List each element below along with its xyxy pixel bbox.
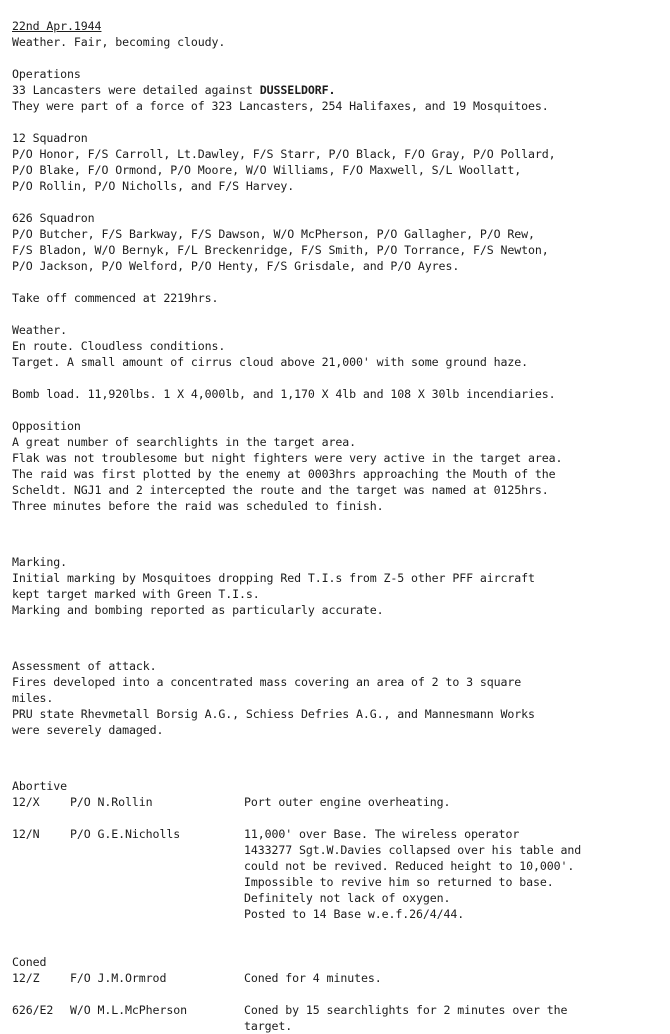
squadron-12-heading: 12 Squadron — [12, 131, 88, 145]
assessment-line: miles. — [12, 691, 54, 705]
marking-line: Marking and bombing reported as particularly accurate. — [12, 603, 384, 617]
pilot-name: F/O J.M.Ormrod — [70, 971, 167, 985]
entry-remarks — [244, 1002, 654, 1034]
bomb-load: Bomb load. 11,920lbs. 1 X 4,000lb, and 1,170 X 4lb and 108 X 30lb incendiaries. — [12, 387, 556, 401]
remark-line: Definitely not lack of oxygen. — [244, 891, 451, 905]
remark-line: Impossible to revive him so returned to base. — [244, 875, 554, 889]
opposition-line: The raid was first plotted by the enemy at 0003hrs approaching the Mouth of the — [12, 467, 556, 481]
remark-line: Posted to 14 Base w.e.f.26/4/44. — [244, 907, 465, 921]
remark-line: Coned for 4 minutes. — [244, 971, 382, 985]
entry-remarks — [244, 826, 654, 922]
opposition-line: Scheldt. NGJ1 and 2 intercepted the route and the target was named at 0125hrs. — [12, 483, 549, 497]
abortive-heading: Abortive — [12, 779, 68, 793]
document-date: 22nd Apr.1944 — [12, 19, 102, 33]
operations-target: DUSSELDORF. — [259, 83, 336, 97]
squadron-12-crew: P/O Rollin, P/O Nicholls, and F/S Harvey. — [12, 179, 295, 193]
aircraft-id: 12/N — [12, 827, 40, 841]
remark-line: Port outer engine overheating. — [244, 795, 451, 809]
assessment-line: were severely damaged. — [12, 723, 164, 737]
assessment-heading: Assessment of attack. — [12, 659, 157, 673]
takeoff-time: Take off commenced at 2219hrs. — [12, 291, 219, 305]
operations-heading: Operations — [12, 67, 81, 81]
weather-heading: Weather. — [12, 323, 68, 337]
coned-entry — [12, 1002, 660, 1034]
pilot-name: P/O N.Rollin — [70, 795, 153, 809]
abortive-entry — [12, 794, 660, 810]
squadron-626-crew: F/S Bladon, W/O Bernyk, F/L Breckenridge, F/S Smith, P/O Torrance, F/S Newton, — [12, 243, 549, 257]
document-page — [12, 18, 660, 1034]
marking-line: kept target marked with Green T.I.s. — [12, 587, 260, 601]
aircraft-id: 626/E2 — [12, 1003, 54, 1017]
aircraft-id: 12/Z — [12, 971, 40, 985]
assessment-line: Fires developed into a concentrated mass covering an area of 2 to 3 square — [12, 675, 522, 689]
coned-heading: Coned — [12, 955, 47, 969]
abortive-entry — [12, 826, 660, 922]
operations-prefix: 33 Lancasters were detailed against — [12, 83, 260, 97]
marking-heading: Marking. — [12, 555, 68, 569]
remark-line: 11,000' over Base. The wireless operator — [244, 827, 520, 841]
remark-line: target. — [244, 1019, 293, 1033]
squadron-12-crew: P/O Honor, F/S Carroll, Lt.Dawley, F/S Starr, P/O Black, F/O Gray, P/O Pollard, — [12, 147, 556, 161]
opposition-line: A great number of searchlights in the target area. — [12, 435, 357, 449]
pilot-name: W/O M.L.McPherson — [70, 1003, 187, 1017]
opposition-line: Three minutes before the raid was scheduled to finish. — [12, 499, 384, 513]
opposition-heading: Opposition — [12, 419, 81, 433]
squadron-626-crew: P/O Jackson, P/O Welford, P/O Henty, F/S Grisdale, and P/O Ayres. — [12, 259, 460, 273]
opposition-line: Flak was not troublesome but night fighters were very active in the target area. — [12, 451, 563, 465]
entry-remarks — [244, 970, 654, 986]
weather-target: Target. A small amount of cirrus cloud above 21,000' with some ground haze. — [12, 355, 529, 369]
remark-line: could not be revived. Reduced height to 10,000'. — [244, 859, 575, 873]
squadron-12-crew: P/O Blake, F/O Ormond, P/O Moore, W/O Williams, F/O Maxwell, S/L Woollatt, — [12, 163, 522, 177]
marking-line: Initial marking by Mosquitoes dropping Red T.I.s from Z-5 other PFF aircraft — [12, 571, 535, 585]
squadron-626-heading: 626 Squadron — [12, 211, 95, 225]
coned-entry — [12, 970, 660, 986]
aircraft-id: 12/X — [12, 795, 40, 809]
squadron-626-crew: P/O Butcher, F/S Barkway, F/S Dawson, W/O McPherson, P/O Gallagher, P/O Rew, — [12, 227, 535, 241]
operations-detail — [12, 82, 660, 98]
remark-line: 1433277 Sgt.W.Davies collapsed over his table and — [244, 843, 582, 857]
pilot-name: P/O G.E.Nicholls — [70, 827, 181, 841]
operations-force: They were part of a force of 323 Lancasters, 254 Halifaxes, and 19 Mosquitoes. — [12, 99, 549, 113]
weather-summary: Weather. Fair, becoming cloudy. — [12, 35, 226, 49]
weather-en-route: En route. Cloudless conditions. — [12, 339, 226, 353]
entry-remarks — [244, 794, 654, 810]
assessment-line: PRU state Rhevmetall Borsig A.G., Schiess Defries A.G., and Mannesmann Works — [12, 707, 535, 721]
remark-line: Coned by 15 searchlights for 2 minutes over the — [244, 1003, 568, 1017]
